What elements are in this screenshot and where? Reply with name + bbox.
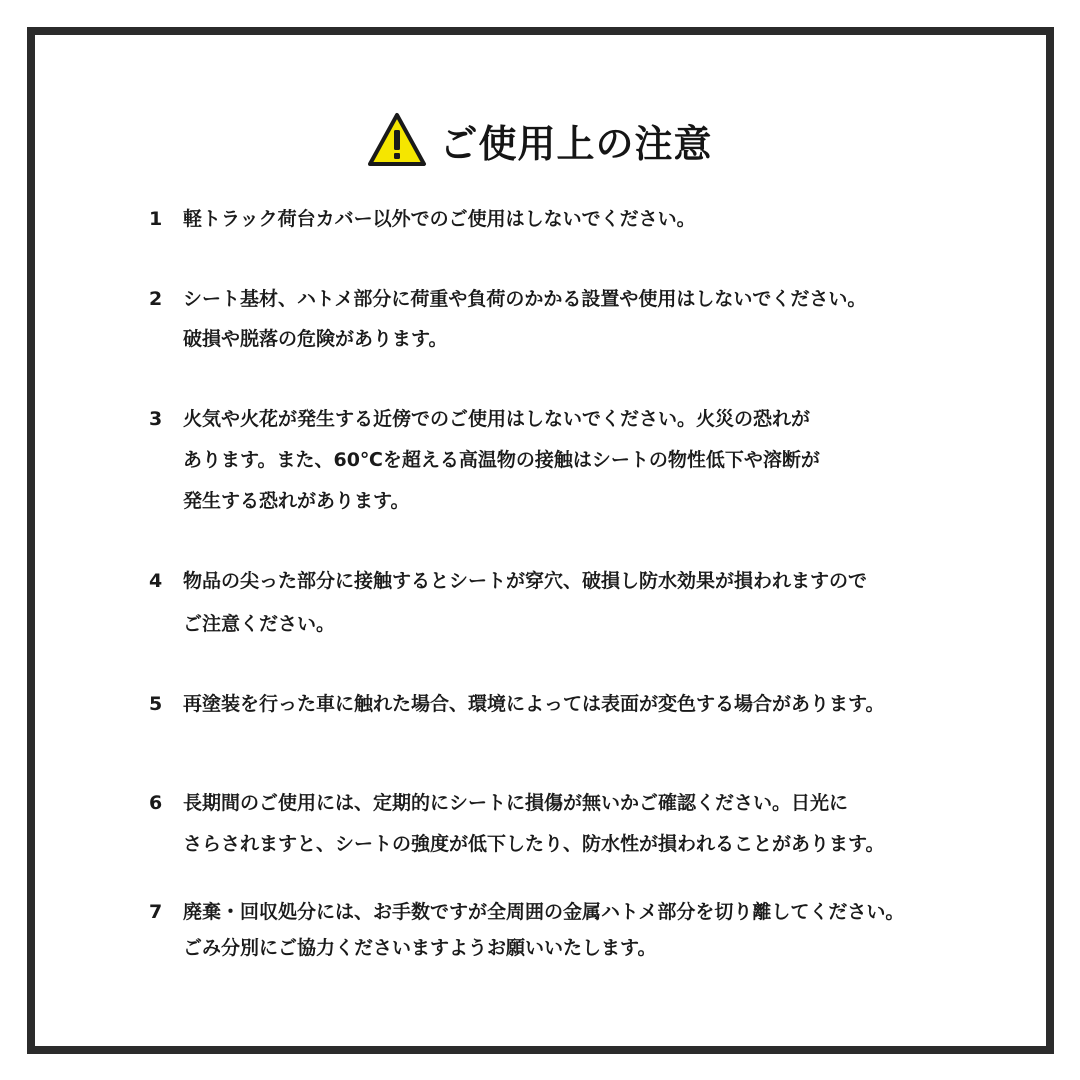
- item-number: 7: [149, 901, 163, 923]
- item-number: 1: [149, 208, 163, 230]
- item-number: 6: [149, 792, 163, 814]
- item-text-line: 発生する恐れがあります。: [183, 490, 410, 512]
- warning-icon: [367, 112, 427, 168]
- item-text-line: 火気や火花が発生する近傍でのご使用はしないでください。火災の恐れが: [183, 408, 811, 430]
- item-number: 2: [149, 288, 163, 310]
- item-text-line: さらされますと、シートの強度が低下したり、防水性が損われることがあります。: [183, 833, 885, 855]
- page-title: [0, 108, 1080, 172]
- item-text-line: ご注意ください。: [183, 613, 336, 635]
- item-text-line: 物品の尖った部分に接触するとシートが穿穴、破損し防水効果が損われますので: [183, 570, 868, 592]
- item-text-line: ごみ分別にご協力くださいますようお願いいたします。: [183, 937, 657, 959]
- item-number: 4: [149, 570, 163, 592]
- item-text-line: 軽トラック荷台カバー以外でのご使用はしないでください。: [183, 208, 696, 230]
- item-number: 5: [149, 693, 163, 715]
- item-text-line: あります。また、60℃を超える高温物の接触はシートの物性低下や溶断が: [183, 449, 820, 471]
- item-number: 3: [149, 408, 163, 430]
- item-text-line: 廃棄・回収処分には、お手数ですが全周囲の金属ハトメ部分を切り離してください。: [183, 901, 905, 923]
- item-text-line: シート基材、ハトメ部分に荷重や負荷のかかる設置や使用はしないでください。: [183, 288, 867, 310]
- item-text-line: 再塗装を行った車に触れた場合、環境によっては表面が変色する場合があります。: [183, 693, 885, 715]
- item-text-line: 長期間のご使用には、定期的にシートに損傷が無いかご確認ください。日光に: [183, 792, 849, 814]
- title-text: ご使用上の注意: [439, 121, 713, 166]
- page-frame: [27, 27, 1054, 1054]
- item-text-line: 破損や脱落の危険があります。: [183, 328, 448, 350]
